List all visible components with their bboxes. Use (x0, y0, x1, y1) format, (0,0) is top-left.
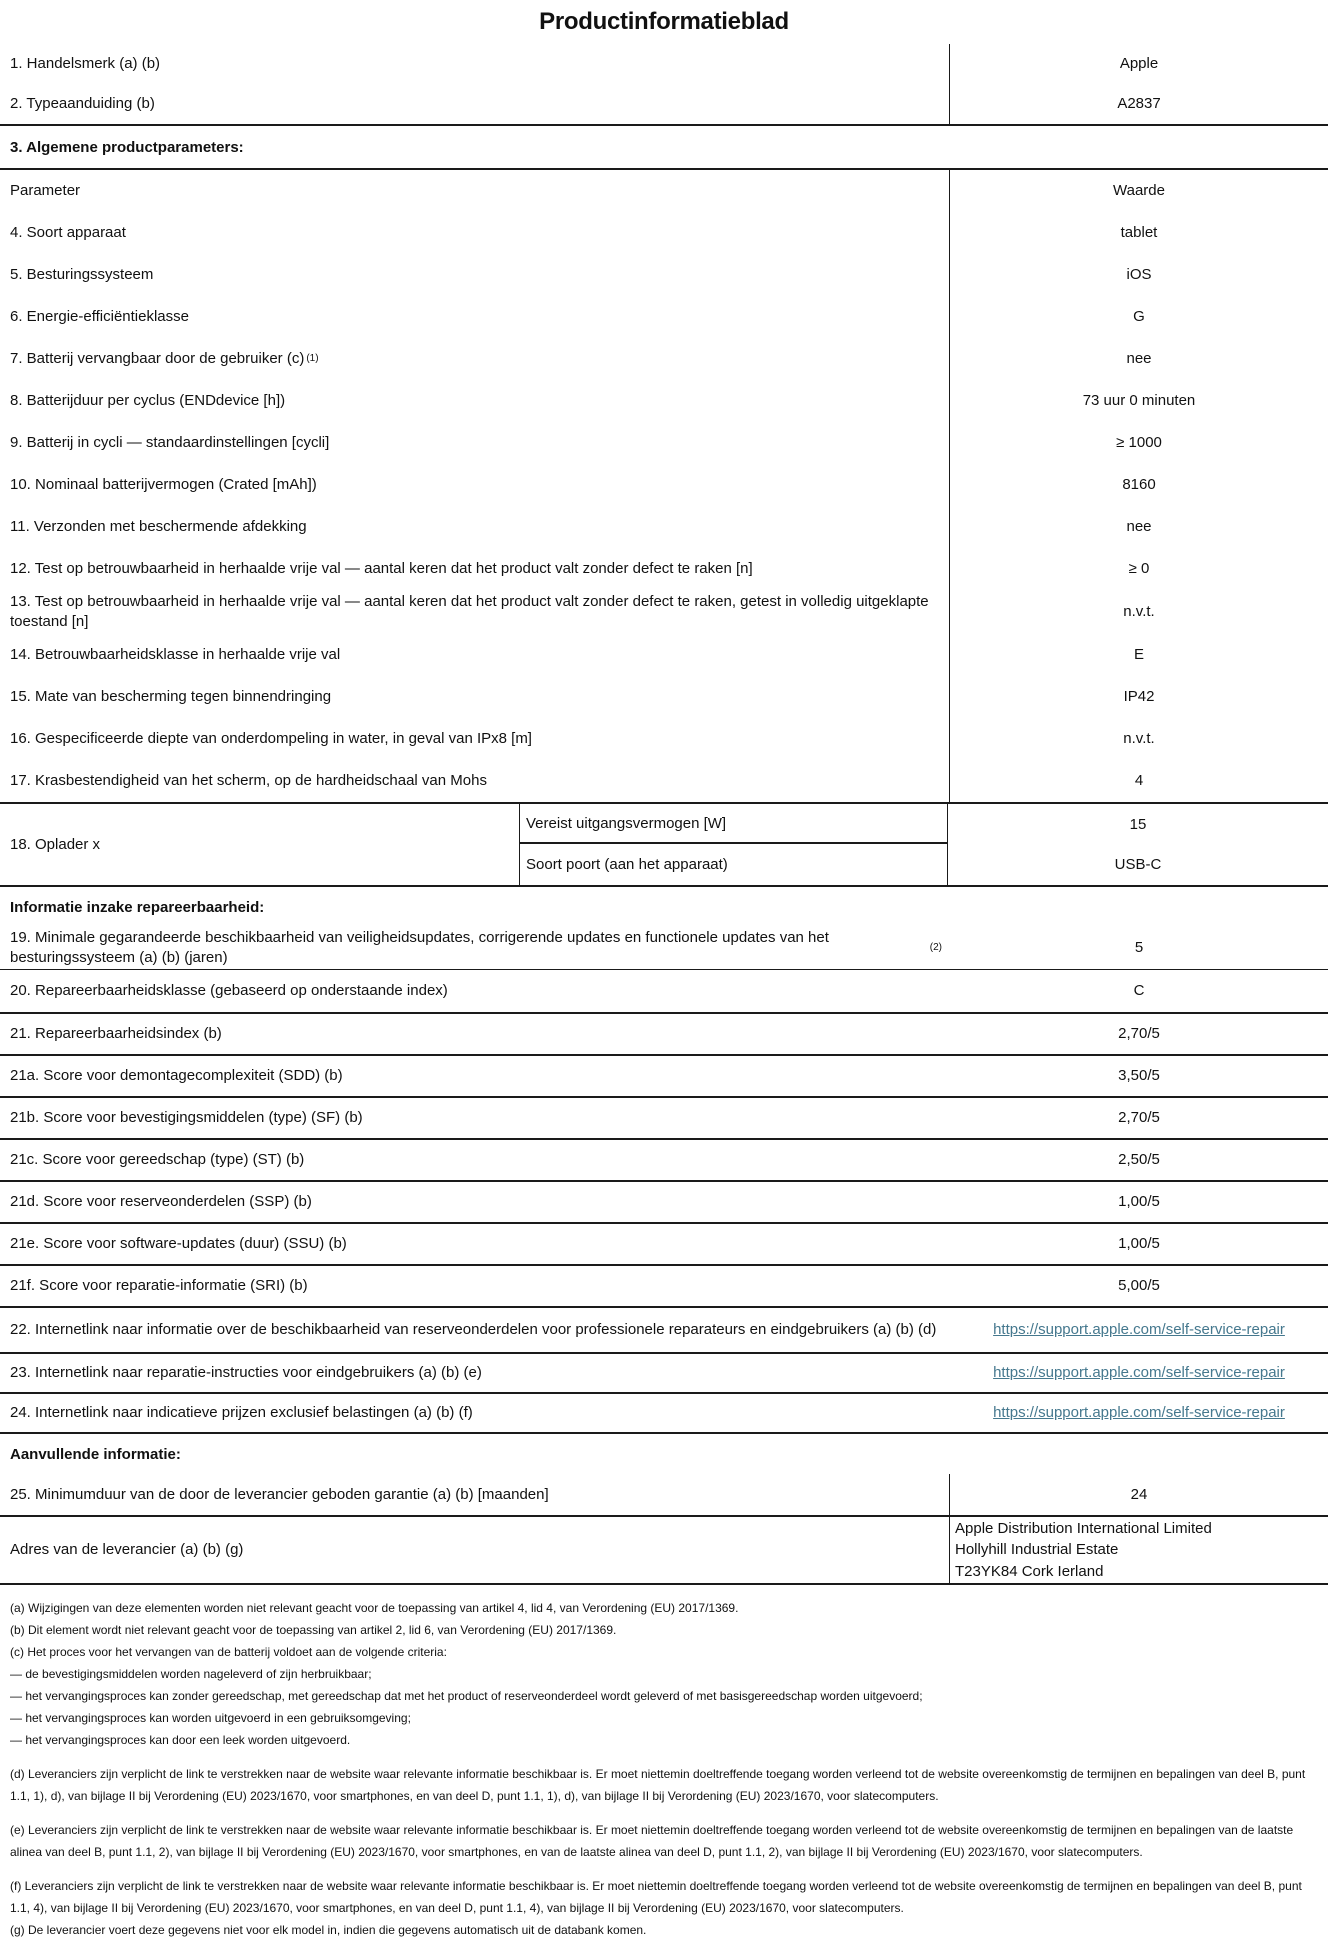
table-row (0, 676, 1328, 718)
footnote: — de bevestigingsmiddelen worden nageleverd of zijn herbruikbaar; (10, 1667, 372, 1681)
row-label: 16. Gespecificeerde diepte van onderdompeling in water, in geval van IPx8 [m] (0, 718, 950, 760)
row-label: 18. Oplader x (0, 804, 520, 885)
table-row (0, 422, 1328, 464)
footnote: — het vervangingsproces kan worden uitgevoerd in een gebruiksomgeving; (10, 1711, 411, 1725)
section-heading-repairability: Informatie inzake repareerbaarheid: (10, 898, 265, 916)
supplier-address-line: Hollyhill Industrial Estate (955, 1541, 1119, 1559)
row-label: 8. Batterijduur per cyclus (ENDdevice [h]) (0, 380, 950, 422)
self-service-repair-link[interactable]: https://support.apple.com/self-service-repair (993, 1321, 1285, 1338)
table-row (0, 1354, 1328, 1394)
row-label: 2. Typeaanduiding (b) (0, 84, 950, 124)
row-value: C (1133, 982, 1145, 999)
table-row (0, 254, 1328, 296)
row-value (950, 1308, 1328, 1352)
row-value (950, 1354, 1328, 1392)
table-row (0, 1308, 1328, 1354)
table-row (0, 760, 1328, 802)
row-label: Adres van de leverancier (a) (b) (g) (0, 1517, 950, 1583)
table-row (0, 506, 1328, 548)
table-row (0, 634, 1328, 676)
footnote: (g) De leverancier voert deze gegevens niet voor elk model in, indien die gegevens automatisch uit de databank komen. (10, 1923, 647, 1937)
charger-subrow (520, 804, 1328, 844)
table-row (0, 548, 1328, 590)
footnote: — het vervangingsproces kan door een leek worden uitgevoerd. (10, 1733, 351, 1747)
table-row (0, 464, 1328, 506)
row-label: 11. Verzonden met beschermende afdekking (0, 506, 950, 548)
row-label: 22. Internetlink naar informatie over de beschikbaarheid van reserveonderdelen voor professionele reparateurs en eindgebruikers (a) (b) (d) (10, 1321, 937, 1338)
row-value: 2,70/5 (1118, 1025, 1160, 1042)
row-value: 73 uur 0 minuten (1082, 392, 1196, 409)
row-label: 10. Nominaal batterijvermogen (Crated [mAh]) (0, 464, 950, 506)
footnote: — het vervangingsproces kan zonder gereedschap, met gereedschap dat met het product of reserveonderdeel wordt geleverd of met basisgereedschap worden uitgevoerd; (10, 1689, 923, 1703)
row-value: E (1133, 646, 1144, 663)
column-header-waarde: Waarde (1113, 182, 1165, 199)
row-value: 5,00/5 (1118, 1277, 1160, 1294)
row-label: 1. Handelsmerk (a) (b) (0, 44, 950, 84)
table-row (0, 1098, 1328, 1140)
row-value: 2,70/5 (1118, 1109, 1160, 1126)
row-value: nee (1126, 350, 1152, 367)
row-label: 21e. Score voor software-updates (duur) (SSU) (b) (10, 1235, 347, 1252)
row-label: 21. Repareerbaarheidsindex (b) (10, 1025, 222, 1042)
subrow-value: 15 (1129, 815, 1147, 833)
table-row (0, 970, 1328, 1014)
table-row (0, 1474, 1328, 1517)
row-value: 3,50/5 (1118, 1067, 1160, 1084)
supplier-address (950, 1517, 1328, 1583)
row-label: 17. Krasbestendigheid van het scherm, op de hardheidschaal van Mohs (0, 760, 950, 802)
supplier-address-line: Apple Distribution International Limited (955, 1519, 1212, 1537)
footnotes (0, 1585, 1328, 1941)
table-row (0, 380, 1328, 422)
row-value: 1,00/5 (1118, 1193, 1160, 1210)
row-label: 15. Mate van bescherming tegen binnendringing (0, 676, 950, 718)
footnote: (e) Leveranciers zijn verplicht de link te verstrekken naar de website waar relevante informatie beschikbaar is. Er moet niettemin doeltreffende toegang worden verleend tot de website overeenkomstig de termijnen en bepalingen van de laatste alinea van deel B, punt 1.1, 2), van bijlage II bij Verordening (EU) 2023/1670, voor smartphones, en van de laatste alinea van deel D, punt 1.1, 2), van bijlage II bij Verordening (EU) 2023/1670, voor slatecomputers. (10, 1823, 1294, 1859)
charger-subrow (520, 844, 1328, 885)
table-row (0, 1224, 1328, 1266)
row-value: ≥ 0 (1128, 560, 1150, 577)
table-row (0, 1182, 1328, 1224)
footnote: (b) Dit element wordt niet relevant geacht voor de toepassing van artikel 2, lid 6, van Verordening (EU) 2017/1369. (10, 1623, 617, 1637)
row-label: 21d. Score voor reserveonderdelen (SSP) (b) (10, 1193, 312, 1210)
table-row (0, 718, 1328, 760)
table-row (0, 1014, 1328, 1056)
subrow-label: Soort poort (aan het apparaat) (520, 844, 948, 885)
row-value: A2837 (1117, 95, 1161, 112)
row-value: 5 (1134, 939, 1144, 956)
table-row (0, 212, 1328, 254)
row-value: 8160 (1122, 476, 1156, 493)
row-label: 12. Test op betrouwbaarheid in herhaalde vrije val — aantal keren dat het product valt zonder defect te raken [n] (0, 548, 950, 590)
self-service-repair-link[interactable]: https://support.apple.com/self-service-repair (993, 1404, 1285, 1421)
row-value: n.v.t. (1123, 730, 1155, 747)
row-value: 24 (1130, 1485, 1148, 1503)
table-row (0, 1140, 1328, 1182)
subrow-value: USB-C (1114, 856, 1162, 873)
row-value: G (1133, 308, 1145, 325)
row-label: 21c. Score voor gereedschap (type) (ST) (b) (10, 1151, 305, 1168)
supplier-address-row (0, 1517, 1328, 1585)
row-value (950, 1394, 1328, 1432)
table-row (0, 338, 1328, 380)
row-value: n.v.t. (1123, 603, 1155, 620)
row-label: 6. Energie-efficiëntieklasse (0, 296, 950, 338)
subrow-label: Vereist uitgangsvermogen [W] (520, 804, 948, 844)
row-label: 5. Besturingssysteem (0, 254, 950, 296)
footnote: (a) Wijzigingen van deze elementen worden niet relevant geacht voor de toepassing van artikel 4, lid 4, van Verordening (EU) 2017/1369. (10, 1601, 739, 1615)
row-value: iOS (1126, 266, 1152, 283)
row-label: 4. Soort apparaat (0, 212, 950, 254)
footnote: (d) Leveranciers zijn verplicht de link te verstrekken naar de website waar relevante informatie beschikbaar is. Er moet niettemin doeltreffende toegang worden verleend tot de website overeenkomstig de termijnen en bepalingen van deel B, punt 1.1, 1), d), van bijlage II bij Verordening (EU) 2023/1670, voor smartphones, en van deel D, punt 1.1, 1), d), van bijlage II bij Verordening (EU) 2023/1670, voor slatecomputers. (10, 1767, 1306, 1803)
table-row (0, 84, 1328, 124)
row-label: 23. Internetlink naar reparatie-instructies voor eindgebruikers (a) (b) (e) (10, 1364, 482, 1381)
row-value: IP42 (1123, 688, 1155, 705)
table-row (0, 44, 1328, 84)
table-row (0, 296, 1328, 338)
footnote: (f) Leveranciers zijn verplicht de link te verstrekken naar de website waar relevante informatie beschikbaar is. Er moet niettemin doeltreffende toegang worden verleend tot de website overeenkomstig de termijnen en bepalingen van deel B, punt 1.1, 4), van bijlage II bij Verordening (EU) 2023/1670, voor smartphones, en van deel D, punt 1.1, 4), van bijlage II bij Verordening (EU) 2023/1670, voor slatecomputers. (10, 1879, 1302, 1915)
table-header-row (0, 170, 1328, 212)
row-value: ≥ 1000 (1116, 434, 1162, 451)
section-heading-general: 3. Algemene productparameters: (0, 124, 1328, 170)
row-label: 24. Internetlink naar indicatieve prijzen exclusief belastingen (a) (b) (f) (10, 1404, 473, 1421)
section-heading-additional: Aanvullende informatie: (10, 1445, 181, 1463)
row-label: 21a. Score voor demontagecomplexiteit (SDD) (b) (10, 1067, 343, 1084)
column-header-parameter: Parameter (0, 170, 950, 212)
row-label: 21f. Score voor reparatie-informatie (SRI) (b) (10, 1277, 308, 1294)
table-row (0, 1394, 1328, 1434)
self-service-repair-link[interactable]: https://support.apple.com/self-service-repair (993, 1364, 1285, 1381)
row-label: 14. Betrouwbaarheidsklasse in herhaalde vrije val (0, 634, 950, 676)
page-title: Productinformatieblad (539, 8, 789, 35)
row-label: 25. Minimumduur van de door de leverancier geboden garantie (a) (b) [maanden] (0, 1474, 950, 1515)
row-label: 9. Batterij in cycli — standaardinstellingen [cycli] (0, 422, 950, 464)
row-label: 7. Batterij vervangbaar door de gebruiker (c) (1) (0, 338, 950, 380)
table-row (0, 927, 1328, 970)
supplier-address-line: T23YK84 Cork Ierland (955, 1562, 1104, 1580)
table-row (0, 1266, 1328, 1308)
row-label: 13. Test op betrouwbaarheid in herhaalde vrije val — aantal keren dat het product valt zonder defect te raken, getest in volledig uitgeklapte toestand [n] (0, 590, 950, 634)
row-value: Apple (1119, 55, 1159, 72)
footnote: (c) Het proces voor het vervangen van de batterij voldoet aan de volgende criteria: (10, 1645, 447, 1659)
table-row (0, 1056, 1328, 1098)
row-value: tablet (1120, 224, 1158, 241)
table-row (0, 590, 1328, 634)
row-value: nee (1126, 518, 1152, 535)
row-label: 21b. Score voor bevestigingsmiddelen (type) (SF) (b) (10, 1109, 363, 1126)
row-value: 4 (1134, 772, 1144, 789)
row-value: 1,00/5 (1118, 1235, 1160, 1252)
row-label: 20. Repareerbaarheidsklasse (gebaseerd op onderstaande index) (10, 982, 448, 999)
charger-row (0, 802, 1328, 887)
row-label: 19. Minimale gegarandeerde beschikbaarheid van veiligheidsupdates, corrigerende updates en functionele updates van het besturingssysteem (a) (b) (jaren) (2) (10, 929, 942, 966)
row-value: 2,50/5 (1118, 1151, 1160, 1168)
